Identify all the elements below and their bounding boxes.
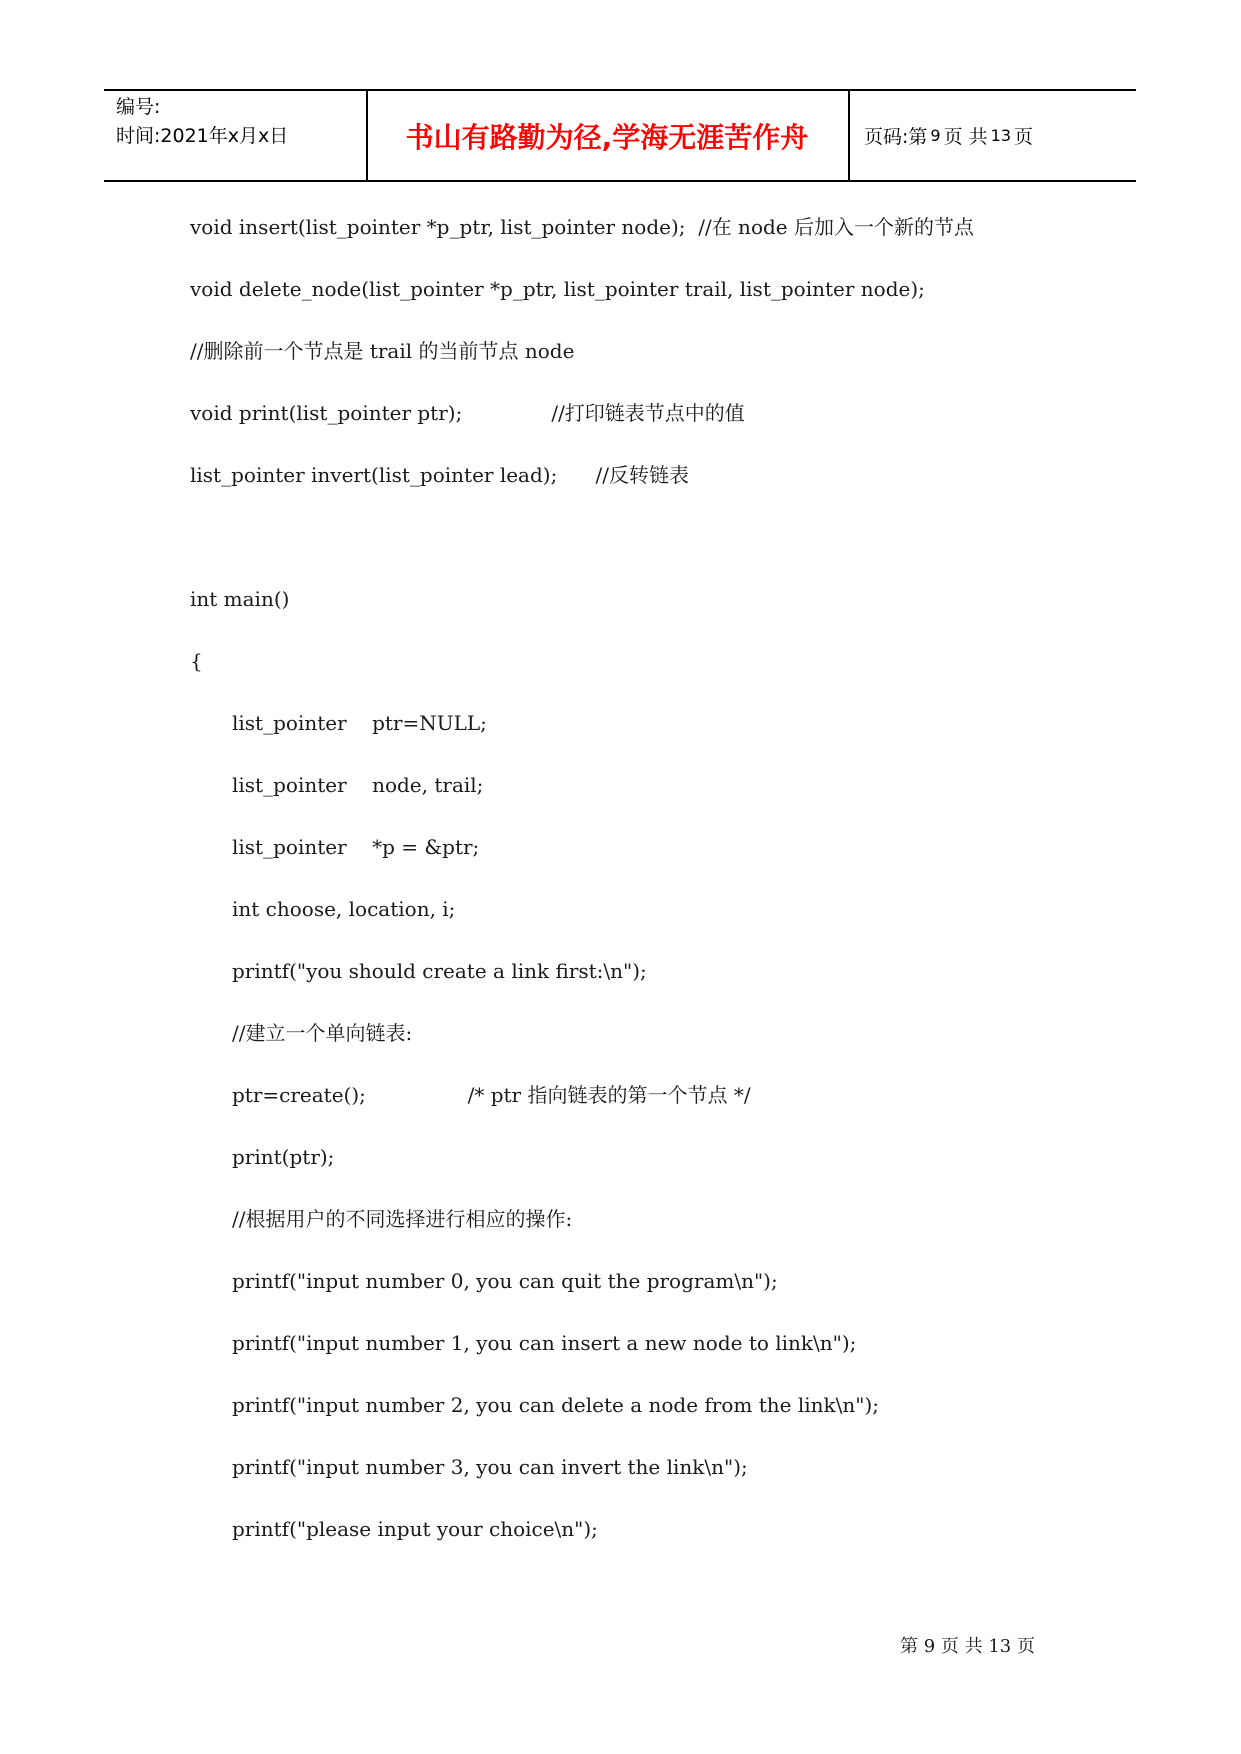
- page-total: 13: [990, 126, 1011, 145]
- page-mid: 页 共: [943, 126, 988, 148]
- code-line: printf("input number 1, you can insert a new node to link\n");: [232, 1331, 857, 1355]
- header-divider-right: [848, 91, 850, 180]
- page-footer: 第 9 页 共 13 页: [900, 1636, 1035, 1657]
- code-line: int choose, location, i;: [232, 897, 456, 921]
- code-line: //删除前一个节点是 trail 的当前节点 node: [190, 339, 575, 363]
- header-page-number: [864, 91, 1033, 180]
- code-line: void delete_node(list_pointer *p_ptr, list_pointer trail, list_pointer node);: [190, 277, 925, 301]
- code-line: printf("input number 0, you can quit the program\n");: [232, 1269, 778, 1293]
- code-line: printf("input number 2, you can delete a node from the link\n");: [232, 1393, 879, 1417]
- serial-number-label: 编号:: [116, 96, 161, 118]
- code-line: void insert(list_pointer *p_ptr, list_pointer node); //在 node 后加入一个新的节点: [190, 215, 974, 239]
- code-line: list_pointer invert(list_pointer lead); //反转链表: [190, 463, 689, 487]
- code-line-blank: [190, 512, 974, 574]
- header-meta: [116, 93, 288, 151]
- code-line: int main(): [190, 587, 290, 611]
- page-current: 9: [930, 126, 941, 145]
- page-suffix: 页: [1014, 126, 1034, 148]
- code-line: {: [190, 649, 203, 673]
- code-line: printf("you should create a link first:\n");: [232, 959, 647, 983]
- code-line: printf("input number 3, you can invert the link\n");: [232, 1455, 748, 1479]
- header-motto: 书山有路勤为径,学海无涯苦作舟: [405, 120, 809, 154]
- code-line: list_pointer *p = &ptr;: [232, 835, 480, 859]
- code-listing: [190, 202, 974, 1566]
- code-line: list_pointer node, trail;: [232, 773, 484, 797]
- time-label: 时间:2021年x月x日: [116, 125, 289, 147]
- code-line: list_pointer ptr=NULL;: [232, 711, 487, 735]
- code-line: printf("please input your choice\n");: [232, 1517, 598, 1541]
- code-line: print(ptr);: [232, 1145, 335, 1169]
- code-line: //根据用户的不同选择进行相应的操作:: [232, 1207, 573, 1231]
- page-header: [104, 89, 1136, 182]
- code-line: ptr=create(); /* ptr 指向链表的第一个节点 */: [232, 1083, 751, 1107]
- code-line: void print(list_pointer ptr); //打印链表节点中的值: [190, 401, 745, 425]
- code-line: //建立一个单向链表:: [232, 1021, 413, 1045]
- page-prefix: 页码:第: [864, 126, 928, 148]
